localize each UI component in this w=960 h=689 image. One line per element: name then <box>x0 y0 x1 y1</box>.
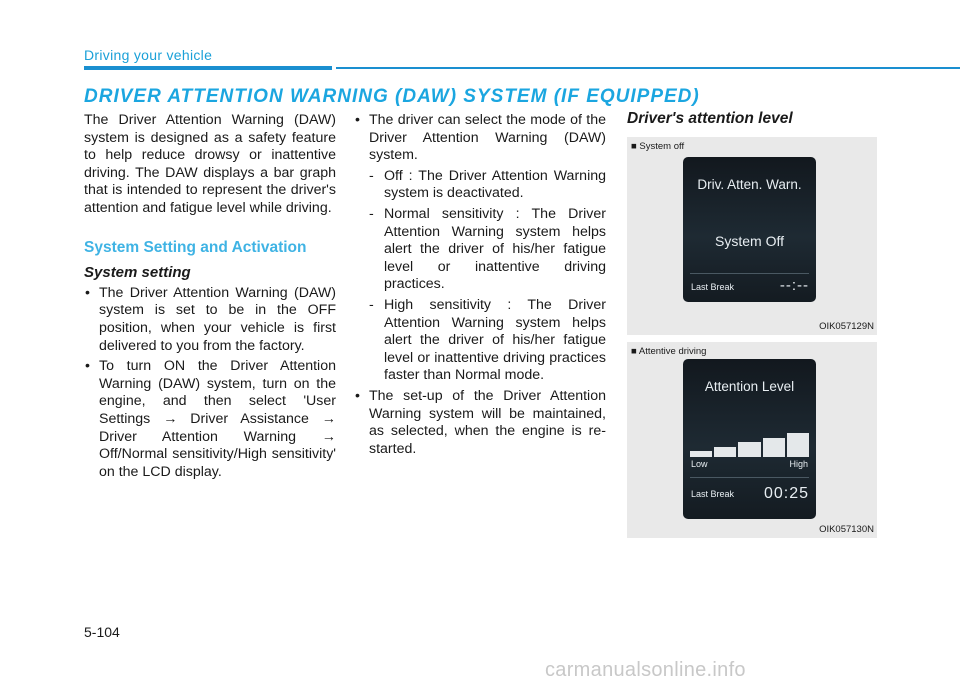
mode-item <box>369 206 606 294</box>
list-item-text: The set-up of the Driver Attention Warning system will be maintained, as selected, when the engine is re-started. <box>369 387 606 457</box>
page-number: 5-104 <box>84 624 120 640</box>
attention-level-bar <box>690 451 712 457</box>
lcd-break-label: Last Break <box>691 282 735 292</box>
section-label: Driving your vehicle <box>84 47 213 63</box>
dash-mark: - <box>369 205 374 222</box>
lcd-title: Driv. Atten. Warn. <box>697 177 802 192</box>
mode-item <box>369 297 606 385</box>
figure-label: ■ Attentive driving <box>631 346 707 357</box>
figure-system-off <box>627 137 877 335</box>
dash-mark: - <box>369 167 374 184</box>
bullet-icon: • <box>355 387 360 404</box>
figure-code: OIK057129N <box>819 321 874 332</box>
dash-mark: - <box>369 296 374 313</box>
list-item <box>354 112 606 385</box>
list-item <box>354 388 606 458</box>
setting-subheading: System setting <box>84 264 191 282</box>
attention-heading: Driver's attention level <box>627 110 793 127</box>
intro-paragraph: The Driver Attention Warning (DAW) system is designed as a safety feature to help reduce drowsy or inattentive driving. The DAW displays a bar graph that is intended to represent the driver's attention and fatigue level while driving. <box>84 112 336 216</box>
mode-item <box>369 168 606 203</box>
list-item <box>84 358 336 481</box>
list-item-text: The driver can select the mode of the Driver Attention Warning (DAW) system. <box>369 112 606 164</box>
attention-level-bars <box>690 432 809 457</box>
mode-item-text: Normal sensitivity : The Driver Attention Warning system helps alert the driver of his/her fatigue level or inattentive driving practices. <box>384 205 606 293</box>
watermark: carmanualsonline.info <box>545 659 746 681</box>
page-title: DRIVER ATTENTION WARNING (DAW) SYSTEM (IF EQUIPPED) <box>84 86 700 107</box>
lcd-break-value: 00:25 <box>763 485 809 502</box>
mode-item-text: Off : The Driver Attention Warning system is deactivated. <box>384 167 606 202</box>
list-item-text: The Driver Attention Warning (DAW) system is set to be in the OFF position, when your vehicle is first delivered to you from the factory. <box>99 284 336 354</box>
lcd-display <box>683 359 816 519</box>
bullet-icon: • <box>85 284 90 301</box>
attention-level-bar <box>738 442 760 457</box>
mode-item-text: High sensitivity : The Driver Attention Warning system helps alert the driver of his/her fatigue level or inattentive driving practices faster than Normal mode. <box>384 296 606 384</box>
list-item <box>84 285 336 355</box>
list-item-text: To turn ON the Driver Attention Warning (DAW) system, turn on the engine, and then select 'User Settings → Driver Assistance → Driver Attention Warning → Off/Normal sensitivity/High sensitivity' on the LCD display. <box>99 358 336 480</box>
attention-level-bar <box>763 438 785 458</box>
figure-attentive-driving <box>627 342 877 538</box>
bullet-icon: • <box>355 112 360 128</box>
figure-code: OIK057130N <box>819 524 874 535</box>
lcd-title: Attention Level <box>704 379 795 394</box>
column-left <box>84 112 336 484</box>
lcd-divider <box>690 477 809 478</box>
lcd-break-value: --:-- <box>779 277 809 294</box>
lcd-high-label: High <box>789 459 808 469</box>
lcd-low-label: Low <box>691 459 708 469</box>
bullet-icon: • <box>85 358 90 375</box>
column-middle <box>354 112 606 461</box>
lcd-divider <box>690 273 809 274</box>
lcd-break-label: Last Break <box>691 489 735 499</box>
lcd-display <box>683 157 816 302</box>
lcd-status: System Off <box>715 233 784 249</box>
attention-level-bar <box>714 447 736 458</box>
attention-level-bar <box>787 433 809 457</box>
header-rule-dark <box>84 66 332 70</box>
setting-heading: System Setting and Activation <box>84 238 307 256</box>
header-rule-light <box>336 67 960 69</box>
figure-label: ■ System off <box>631 141 685 152</box>
